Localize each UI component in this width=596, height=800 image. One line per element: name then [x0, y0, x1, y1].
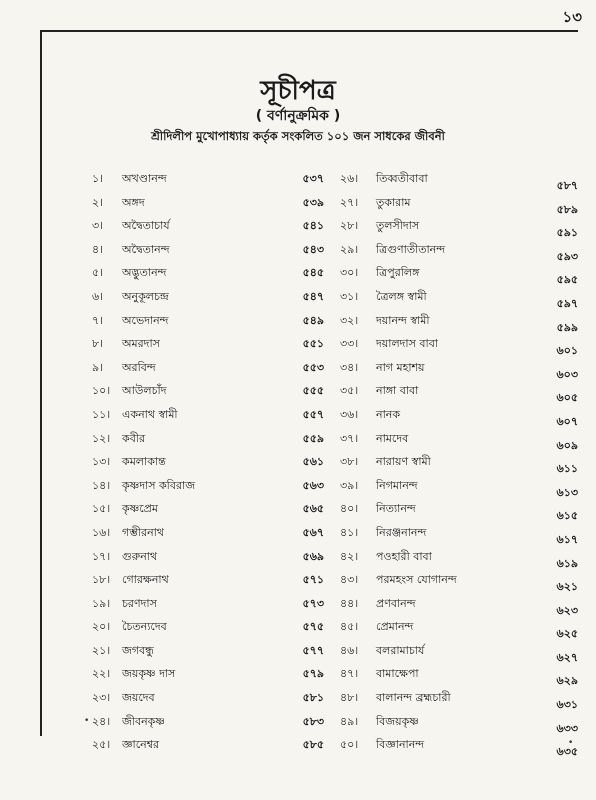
toc-entry-name: নারায়ণ স্বামী: [376, 455, 431, 469]
toc-entry-page: ৫৭৯: [302, 667, 324, 681]
toc-entry-name: পওহারী বাবা: [376, 549, 432, 563]
toc-entry-number: ১১।: [92, 407, 111, 421]
toc-entry-name: কবীর: [122, 431, 146, 445]
toc-entry-name: পরমহংস যোগানন্দ: [376, 573, 457, 587]
toc-entry-name: নানক: [376, 407, 401, 421]
toc-entry-number: ৩৪।: [340, 360, 359, 374]
toc-entry-number: ১৮।: [92, 573, 111, 587]
toc-entry: [92, 217, 324, 241]
toc-entry-name: নিত্যানন্দ: [376, 502, 416, 516]
toc-entry-number: ৪৯।: [340, 714, 359, 728]
toc-entry: [340, 312, 578, 336]
toc-entry-number: ৫০।: [340, 738, 359, 752]
toc-entry-name: বিজয়কৃষ্ণ: [376, 714, 419, 728]
toc-entry: [92, 241, 324, 265]
toc-entry-page: ৬১৯: [556, 556, 578, 570]
toc-entry-page: ৫৪১: [302, 219, 324, 233]
toc-entry-number: ৩০।: [340, 266, 359, 280]
toc-right-column: [340, 170, 578, 760]
toc-entry: [92, 382, 324, 406]
toc-entry: [340, 170, 578, 194]
toc-entry: [340, 241, 578, 265]
toc-entry-number: ৪০।: [340, 502, 359, 516]
toc-entry-number: ১৭।: [92, 549, 111, 563]
toc-entry-page: ৫৬৩: [302, 478, 324, 492]
toc-entry-name: অমরদাস: [122, 337, 160, 351]
toc-entry-number: ২৬।: [340, 172, 359, 185]
toc-entry-name: প্রণবানন্দ: [376, 596, 416, 610]
toc-entry-page: ৫৭১: [302, 573, 324, 587]
toc-entry-name: গম্ভীরনাথ: [122, 525, 164, 539]
toc-entry-name: নিরঞ্জনানন্দ: [376, 525, 427, 539]
toc-entry-page: ৫৪৭: [302, 289, 324, 303]
toc-entry: [340, 571, 578, 595]
toc-entry-page: ৫৭৭: [302, 643, 324, 657]
toc-entry-name: অনুকূলচন্দ্র: [122, 289, 169, 303]
toc-entry-name: জয়কৃষ্ণ দাস: [122, 667, 176, 681]
toc-entry-name: বিজ্ঞানানন্দ: [376, 738, 425, 752]
toc-entry: [92, 406, 324, 430]
toc-entry-page: ৬১৩: [556, 485, 578, 499]
toc-entry-number: ১৬।: [92, 525, 111, 539]
toc-entry-number: ৮।: [92, 337, 104, 351]
toc-entry-name: নামদেব: [376, 431, 409, 445]
toc-entry: [340, 595, 578, 619]
toc-entry-number: ১৯।: [92, 596, 111, 610]
toc-entry: [340, 500, 578, 524]
toc-entry-page: ৫৬১: [302, 455, 324, 469]
toc-entry-page: ৬২৫: [556, 627, 578, 641]
toc-entry: [92, 595, 324, 619]
toc-entry-number: ৩৫।: [340, 384, 359, 398]
toc-entry-name: ত্রিপুরলিঙ্গ: [376, 266, 420, 280]
toc-entry-page: ৫৮৫: [302, 738, 324, 752]
toc-entry: [340, 642, 578, 666]
toc-entry-number: ২৯।: [340, 242, 359, 256]
toc-entry-number: ৪২।: [340, 549, 359, 563]
toc-entry-page: ৫৯৫: [556, 273, 578, 287]
toc-entry-name: ত্রৈলঙ্গ স্বামী: [376, 289, 427, 303]
toc-entry-number: ২৪।: [92, 714, 111, 728]
toc-entry-page: ৬২৯: [556, 674, 578, 688]
toc-entry: [92, 571, 324, 595]
toc-entry-name: বামাক্ষেপা: [376, 667, 419, 681]
toc-entry: [92, 618, 324, 642]
toc-entry-page: ৬০৫: [556, 391, 578, 405]
toc-entry-name: চরণদাস: [122, 596, 157, 610]
toc-entry: [92, 359, 324, 383]
toc-entry-number: ৭।: [92, 313, 104, 327]
toc-entry-number: ৪৫।: [340, 620, 359, 634]
toc-entry: [92, 477, 324, 501]
toc-entry-name: দয়ানন্দ স্বামী: [376, 313, 430, 327]
toc-entry-page: ৫৫৯: [302, 431, 324, 445]
scan-mark: •: [84, 716, 90, 726]
toc-entry-name: বালানন্দ ব্রহ্মচারী: [376, 691, 451, 705]
toc-entry-page: ৫৮৩: [302, 714, 324, 728]
toc-entry-page: ৫৯১: [556, 226, 578, 240]
toc-entry-number: ৩১।: [340, 289, 359, 303]
toc-entry-number: ৪৮।: [340, 691, 359, 705]
toc-entry: [340, 736, 578, 760]
toc-entry-page: ৬১৭: [556, 532, 578, 546]
toc-entry-number: ২৩।: [92, 691, 111, 705]
toc-entry-number: ৩২।: [340, 313, 359, 327]
toc-entry: [340, 477, 578, 501]
toc-entry: [92, 430, 324, 454]
toc-entry: [92, 312, 324, 336]
toc-entry-number: ১০।: [92, 384, 111, 398]
toc-entry: [92, 170, 324, 194]
toc-entry-number: ৩৯।: [340, 478, 359, 492]
toc-entry: [92, 194, 324, 218]
toc-left-column: [92, 170, 324, 760]
toc-entry-page: ৫৫৫: [302, 384, 324, 398]
toc-entry-page: ৫৮১: [302, 691, 324, 705]
toc-entry-page: ৫৯৯: [556, 320, 578, 334]
toc-entry: [92, 500, 324, 524]
toc-entry-number: ১৩।: [92, 455, 111, 469]
page-subtitle: ( বর্ণানুক্রমিক ): [255, 108, 341, 124]
toc-entry: [92, 453, 324, 477]
toc-entry-name: প্রেমানন্দ: [376, 620, 414, 634]
toc-entry-number: ১২।: [92, 431, 111, 445]
toc-entry-page: ৫৮৯: [556, 202, 578, 216]
toc-entry-name: আউলচাঁদ: [122, 384, 167, 398]
toc-entry-number: ৪১।: [340, 525, 359, 539]
toc-entry-number: ২৮।: [340, 219, 359, 233]
toc-entry-number: ৯।: [92, 360, 104, 374]
toc-entry-name: অদ্বৈতাচার্য: [122, 219, 170, 233]
toc-entry: [92, 264, 324, 288]
toc-entry-name: গুরুনাথ: [122, 549, 158, 563]
toc-entry-page: ৬৩৩: [556, 721, 578, 735]
toc-entry-page: ৫৪৯: [302, 313, 324, 327]
toc-entry: [340, 382, 578, 406]
toc-entry-number: ৩৮।: [340, 455, 359, 469]
toc-entry-number: ১৪।: [92, 478, 111, 492]
toc-entry: [92, 288, 324, 312]
toc-entry-number: ১।: [92, 172, 104, 185]
toc-entry-number: ৬।: [92, 289, 104, 303]
toc-entry-page: ৬০৩: [556, 367, 578, 381]
toc-entry-name: জীবনকৃষ্ণ: [122, 714, 165, 728]
toc-entry-number: ৩।: [92, 219, 104, 233]
toc-entry-name: কমলাকান্ত: [122, 455, 166, 469]
toc-entry-page: ৫৪৫: [302, 266, 324, 280]
toc-entry-page: ৫৬৭: [302, 525, 324, 539]
toc-entry-name: তুকারাম: [376, 195, 411, 209]
toc-entry-number: ৩৬।: [340, 407, 359, 421]
toc-entry-name: নাঙ্গা বাবা: [376, 384, 419, 398]
toc-entry-name: কৃষ্ণদাস কবিরাজ: [122, 478, 196, 492]
toc-entry-number: ৩৩।: [340, 337, 359, 351]
page-title: সূচীপত্র: [260, 76, 336, 106]
toc-entry-name: নাগ মহাশয়: [376, 360, 425, 374]
toc-entry-page: ৬৩১: [556, 698, 578, 712]
toc-entry-page: ৫৯৭: [556, 296, 578, 310]
toc-entry-number: ১৫।: [92, 502, 111, 516]
toc-entry: [340, 524, 578, 548]
toc-entry-name: চৈতন্যদেব: [122, 620, 167, 634]
toc-entry-name: জয়দেব: [122, 691, 155, 705]
toc-entry-name: অঙ্গদ: [122, 195, 145, 209]
toc-entry: [340, 335, 578, 359]
toc-entry-name: অরবিন্দ: [122, 360, 156, 374]
toc-entry-page: ৬০১: [556, 344, 578, 358]
toc-entry-name: ত্রিগুণাতীতানন্দ: [376, 242, 446, 256]
toc-entry-name: অভেদানন্দ: [122, 313, 169, 327]
toc-entry-page: ৬২১: [556, 580, 578, 594]
toc-entry-name: বলরামাচার্য: [376, 643, 425, 657]
toc-entry-number: ২২।: [92, 667, 111, 681]
toc-entry-number: ৪।: [92, 242, 104, 256]
toc-entry-number: ৩৭।: [340, 431, 359, 445]
toc-entry-name: দয়ালদাস বাবা: [376, 337, 439, 351]
toc-entry: [340, 264, 578, 288]
toc-entry-page: ৫৩৯: [302, 195, 324, 209]
toc-entry: [340, 713, 578, 737]
toc-entry-page: ৫৭৫: [302, 620, 324, 634]
toc-entry-number: ৪৭।: [340, 667, 359, 681]
toc-entry-page: ৫৮৭: [556, 179, 578, 192]
toc-entry: [340, 548, 578, 572]
toc-entry-page: ৫৫১: [302, 337, 324, 351]
toc-entry: [340, 618, 578, 642]
toc-entry-page: ৫৬৫: [302, 502, 324, 516]
toc-entry: [92, 665, 324, 689]
toc-entry-page: ৫৬৯: [302, 549, 324, 563]
toc-entry-name: অখণ্ডানন্দ: [122, 172, 167, 185]
toc-entry-page: ৫৫৭: [302, 407, 324, 421]
toc-entry-name: নিগমানন্দ: [376, 478, 418, 492]
toc-entry-number: ৫।: [92, 266, 104, 280]
toc-entry-name: তিব্বতীবাবা: [376, 172, 428, 185]
toc-entry-name: জ্ঞানেশ্বর: [122, 738, 160, 752]
toc-entry-name: তুলসীদাস: [376, 219, 420, 233]
toc-entry: [92, 736, 324, 760]
toc-entry: [340, 689, 578, 713]
toc-entry: [92, 642, 324, 666]
toc-entry: [340, 359, 578, 383]
toc-entry: [340, 217, 578, 241]
toc-entry: [92, 548, 324, 572]
toc-entry-number: ৪৪।: [340, 596, 359, 610]
page-heading: শ্রীদিলীপ মুখোপাধ্যায় কর্তৃক সংকলিত ১০১ জন সাধকের জীবনী: [151, 129, 445, 143]
toc-entry-page: ৫৩৭: [302, 172, 324, 185]
toc-entry-name: জগবন্ধু: [122, 643, 154, 657]
toc-entry: [340, 288, 578, 312]
toc-entry-page: ৫৫৩: [302, 360, 324, 374]
toc-entry-page: ৬২৩: [556, 603, 578, 617]
toc-entry-number: ২৫।: [92, 738, 111, 752]
toc-entry: [92, 689, 324, 713]
toc-entry-page: ৫৯৩: [556, 249, 578, 263]
toc-entry: [340, 430, 578, 454]
toc-entry: [340, 194, 578, 218]
toc-entry-number: ২৭।: [340, 195, 359, 209]
toc-entry-name: একনাথ স্বামী: [122, 407, 178, 421]
toc-entry-page: ৬১১: [556, 462, 578, 476]
toc-entry-number: ২০।: [92, 620, 111, 634]
toc-entry-page: ৬৩৫: [556, 745, 578, 759]
page-number: ১৩: [562, 8, 582, 26]
scan-mark: •: [568, 738, 574, 748]
toc-entry: [92, 335, 324, 359]
toc-entry-page: ৬০৯: [556, 438, 578, 452]
toc-entry-name: গোরক্ষনাথ: [122, 573, 169, 587]
toc-entry-number: ৪৬।: [340, 643, 359, 657]
toc-entry-number: ২১।: [92, 643, 111, 657]
toc-entry-name: অদ্বৈতানন্দ: [122, 242, 170, 256]
toc-entry: [340, 665, 578, 689]
toc-entry-page: ৫৭৩: [302, 596, 324, 610]
toc-entry-number: ৪৩।: [340, 573, 359, 587]
toc-entry-page: ৬০৭: [556, 414, 578, 428]
toc-entry: [92, 524, 324, 548]
toc-entry-page: ৫৪৩: [302, 242, 324, 256]
toc-entry: [92, 713, 324, 737]
toc-entry-number: ২।: [92, 195, 104, 209]
toc-entry-page: ৬২৭: [556, 650, 578, 664]
toc-entry: [340, 406, 578, 430]
toc-entry-name: অদ্ভুতানন্দ: [122, 266, 167, 280]
toc-entry-name: কৃষ্ণপ্রেম: [122, 502, 158, 516]
toc-entry-page: ৬১৫: [556, 509, 578, 523]
toc-entry: [340, 453, 578, 477]
